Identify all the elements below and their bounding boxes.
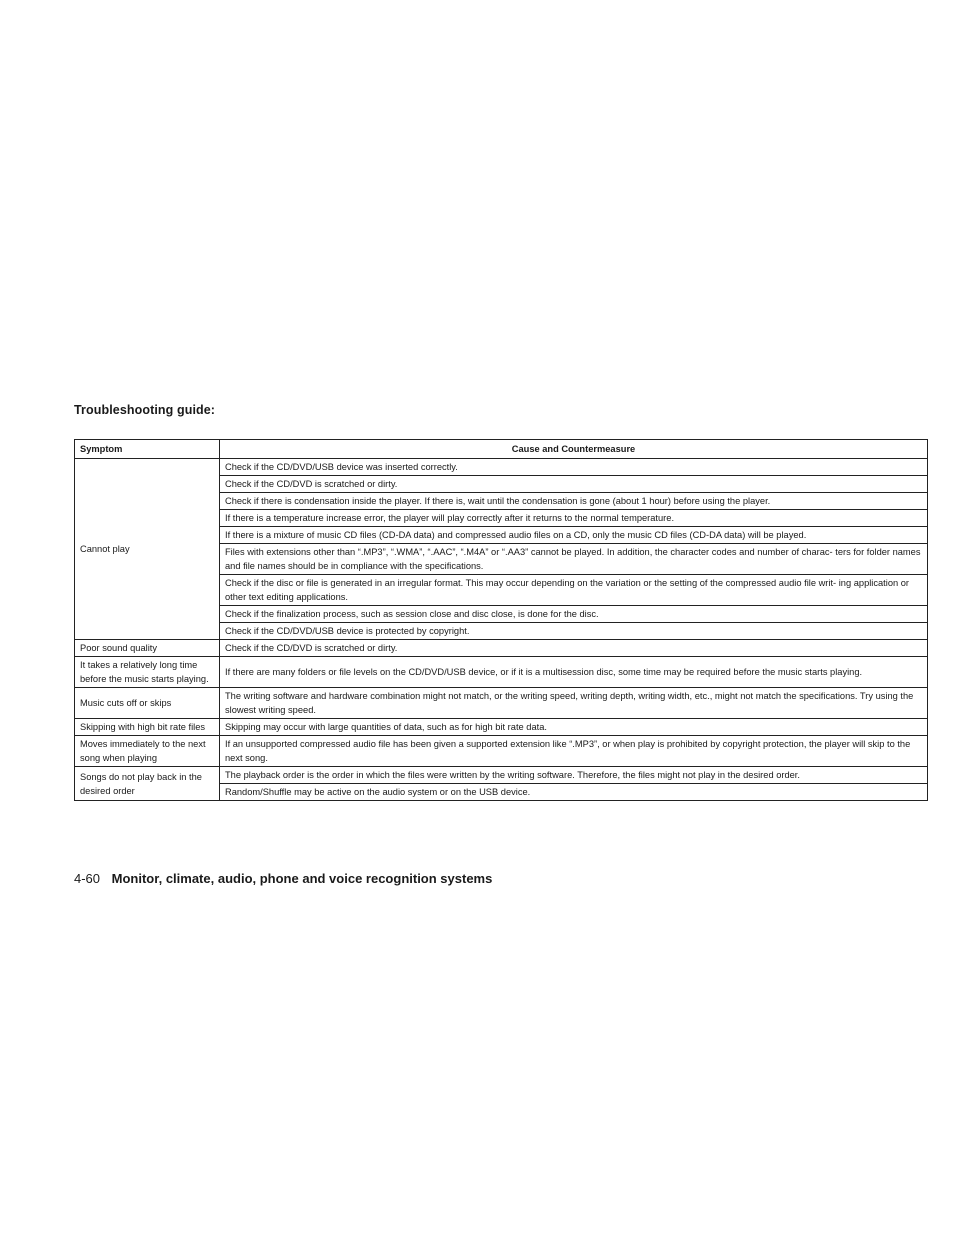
cause-cell: The writing software and hardware combination might not match, or the writing speed, writing depth, writing width, etc., might not match the specifications. Try using the slowest writing speed.	[220, 688, 928, 719]
cause-cell: Check if the CD/DVD is scratched or dirty.	[220, 476, 928, 493]
header-symptom: Symptom	[75, 440, 220, 459]
cause-cell: Check if the CD/DVD/USB device was inserted correctly.	[220, 459, 928, 476]
cause-cell: If there is a mixture of music CD files (CD-DA data) and compressed audio files on a CD, only the music CD files (CD-DA data) will be played.	[220, 527, 928, 544]
symptom-cell: It takes a relatively long time before the music starts playing.	[75, 657, 220, 688]
symptom-cell: Songs do not play back in the desired order	[75, 767, 220, 801]
cause-cell: Check if the CD/DVD/USB device is protected by copyright.	[220, 623, 928, 640]
cause-cell: Files with extensions other than “.MP3”, “.WMA”, “.AAC”, “.M4A” or “.AA3” cannot be played. In addition, the character codes and number of charac- ters for folder names and file names should be in compliance with the specifications.	[220, 544, 928, 575]
page-number: 4-60	[74, 871, 101, 886]
cause-cell: Check if the disc or file is generated in an irregular format. This may occur depending on the variation or the setting of the compressed audio file writ- ing application or other text editing applications.	[220, 575, 928, 606]
table-row	[75, 719, 928, 736]
cause-cell: Check if the finalization process, such as session close and disc close, is done for the disc.	[220, 606, 928, 623]
symptom-cell: Music cuts off or skips	[75, 688, 220, 719]
section-title: Troubleshooting guide:	[74, 403, 216, 417]
table-header-row	[75, 440, 928, 459]
symptom-cell: Moves immediately to the next song when playing	[75, 736, 220, 767]
table-body	[75, 459, 928, 801]
cause-cell: The playback order is the order in which the files were written by the writing software. Therefore, the files might not play in the desired order.	[220, 767, 928, 784]
cause-cell: Random/Shuffle may be active on the audio system or on the USB device.	[220, 784, 928, 801]
header-cause: Cause and Countermeasure	[220, 440, 928, 459]
cause-cell: If there are many folders or file levels on the CD/DVD/USB device, or if it is a multisession disc, some time may be required before the music starts playing.	[220, 657, 928, 688]
table-row	[75, 640, 928, 657]
cause-cell: If there is a temperature increase error, the player will play correctly after it returns to the normal temperature.	[220, 510, 928, 527]
table-row	[75, 688, 928, 719]
table-row	[75, 767, 928, 784]
troubleshooting-table	[74, 439, 928, 801]
symptom-cell: Cannot play	[75, 459, 220, 640]
cause-cell: Skipping may occur with large quantities of data, such as for high bit rate data.	[220, 719, 928, 736]
page-footer	[74, 871, 492, 886]
table-row	[75, 736, 928, 767]
symptom-cell: Poor sound quality	[75, 640, 220, 657]
cause-cell: Check if there is condensation inside the player. If there is, wait until the condensation is gone (about 1 hour) before using the player.	[220, 493, 928, 510]
cause-cell: If an unsupported compressed audio file has been given a supported extension like “.MP3”, or when play is prohibited by copyright protection, the player will skip to the next song.	[220, 736, 928, 767]
symptom-cell: Skipping with high bit rate files	[75, 719, 220, 736]
cause-cell: Check if the CD/DVD is scratched or dirty.	[220, 640, 928, 657]
table-row	[75, 657, 928, 688]
table-row	[75, 459, 928, 476]
chapter-title: Monitor, climate, audio, phone and voice recognition systems	[111, 871, 493, 886]
